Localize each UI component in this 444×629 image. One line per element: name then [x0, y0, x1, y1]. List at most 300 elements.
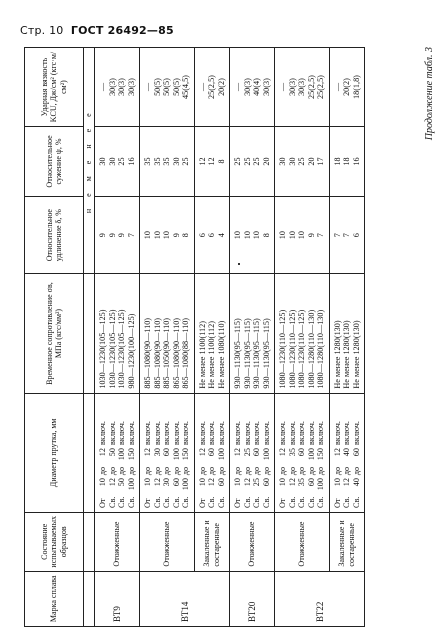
diameter-part: 12	[242, 478, 252, 487]
diameter-part: включ.	[117, 421, 126, 446]
diameter-part: до	[117, 466, 126, 476]
diameter-part: до	[143, 466, 152, 476]
diameter-cell	[230, 393, 275, 512]
diameter-range	[352, 394, 362, 512]
diameter-part: 12	[207, 478, 216, 487]
diameter-range	[233, 394, 243, 512]
elongation-value: 9	[171, 233, 181, 238]
diameter-part: Св.	[117, 496, 126, 509]
diameter-part: до	[278, 466, 287, 476]
reduction-value: 12	[197, 157, 207, 166]
impact-value: —	[332, 82, 342, 92]
elongation-value: 7	[342, 233, 351, 238]
tensile-cell	[329, 274, 365, 393]
properties-table	[24, 47, 365, 627]
diameter-part: до	[332, 466, 342, 476]
diameter-part: 12	[107, 478, 117, 487]
diameter-part: 40	[342, 448, 351, 457]
diameter-range	[316, 394, 326, 512]
diameter-range	[252, 394, 262, 512]
standard-code: ГОСТ 26492—85	[70, 24, 174, 37]
diameter-part: 12	[287, 478, 297, 487]
not-less-label: н е м е н е е	[84, 48, 95, 274]
diameter-part: включ.	[98, 421, 107, 446]
impact-value: 30(3)	[287, 78, 297, 96]
diameter-part: включ.	[316, 421, 325, 446]
tensile-cell	[230, 274, 275, 393]
diameter-range	[217, 394, 227, 512]
reduction-cell	[140, 127, 195, 197]
tensile-value: 980—1230(100—125)	[126, 313, 136, 389]
elongation-value: 6	[351, 233, 361, 238]
elongation-cell	[194, 196, 230, 274]
elongation-cell	[95, 196, 140, 274]
diameter-range	[288, 394, 298, 512]
diameter-part: Св.	[287, 496, 297, 509]
elongation-value: 10	[278, 231, 287, 240]
diameter-part: 25	[242, 448, 252, 457]
diameter-part: Св.	[162, 496, 171, 509]
reduction-cell	[194, 127, 230, 197]
elongation-value: 9	[306, 233, 316, 238]
diameter-part: 12	[152, 478, 162, 487]
diameter-part: включ.	[342, 421, 351, 446]
diameter-part: до	[171, 466, 181, 476]
reduction-value: 25	[181, 157, 190, 166]
tensile-value: Не менее 1080(110)	[216, 320, 226, 389]
reduction-value: 25	[233, 157, 242, 166]
impact-value: 30(3)	[261, 78, 271, 96]
diameter-range	[342, 394, 352, 512]
elongation-value: 7	[126, 233, 136, 238]
diameter-part: до	[297, 466, 306, 476]
diameter-part: 10	[197, 478, 207, 487]
diameter-part: 60	[297, 448, 306, 457]
diameter-range	[207, 394, 217, 512]
diameter-part: включ.	[297, 421, 306, 446]
diameter-part: включ.	[181, 421, 190, 446]
diameter-part: 10	[332, 478, 342, 487]
impact-cell	[140, 48, 195, 127]
diameter-part: От	[233, 498, 242, 509]
impact-cell	[95, 48, 140, 127]
diameter-part: Св.	[261, 496, 271, 509]
tensile-value: 885—1080(90—110)	[143, 317, 152, 389]
impact-cell	[275, 48, 330, 127]
diameter-part: включ.	[162, 421, 171, 446]
diameter-range	[153, 394, 163, 512]
elongation-cell	[230, 196, 275, 274]
reduction-value: 20	[261, 157, 271, 166]
diameter-part: 60	[261, 478, 271, 487]
grade-cell: ВТ14	[140, 571, 230, 626]
elongation-value: 8	[261, 233, 271, 238]
diameter-part: включ.	[351, 421, 361, 446]
impact-value: 30(3)	[242, 78, 252, 96]
diameter-part: 60	[351, 448, 361, 457]
table-row	[95, 48, 140, 627]
diameter-range	[262, 394, 272, 512]
diameter-range	[333, 394, 343, 512]
diameter-cell	[329, 393, 365, 512]
reduction-cell	[275, 127, 330, 197]
reduction-value: 25	[297, 157, 306, 166]
diameter-part: 25	[252, 478, 261, 487]
impact-cell	[329, 48, 365, 127]
reduction-value: 25	[117, 157, 126, 166]
diameter-range	[98, 394, 108, 512]
reduction-cell	[95, 127, 140, 197]
diameter-part: до	[351, 466, 361, 476]
diameter-part: до	[233, 466, 242, 476]
diameter-part: От	[332, 498, 342, 509]
diameter-part: до	[306, 466, 316, 476]
impact-value: 30(3)	[297, 78, 306, 96]
reduction-cell	[329, 127, 365, 197]
state-cell: Отожженные	[140, 513, 195, 572]
state-cell: Отожженные	[275, 513, 330, 572]
diameter-part: 30	[162, 478, 171, 487]
diameter-part: 35	[297, 478, 306, 487]
diameter-part: Св.	[316, 496, 325, 509]
diameter-part: до	[162, 466, 171, 476]
tensile-value: 930—1130(95—115)	[242, 318, 252, 389]
reduction-value: 17	[316, 157, 325, 166]
rotated-table-area	[24, 47, 444, 627]
diameter-part: до	[197, 466, 207, 476]
diameter-part: включ.	[126, 421, 136, 446]
diameter-part: 60	[207, 448, 216, 457]
tensile-value: 1080—1230(110—125)	[297, 309, 306, 389]
diameter-part: 12	[98, 448, 107, 457]
diameter-range	[108, 394, 118, 512]
grade-cell: ВТ22	[275, 571, 365, 626]
diameter-part: Св.	[207, 496, 216, 509]
diameter-part: до	[316, 466, 325, 476]
elongation-value: 9	[117, 233, 126, 238]
col-grade: Марка сплава	[25, 571, 84, 626]
diameter-part: до	[152, 466, 162, 476]
diameter-part: включ.	[152, 421, 162, 446]
diameter-part: 150	[126, 448, 136, 461]
diameter-part: 12	[278, 448, 287, 457]
diameter-part: до	[207, 466, 216, 476]
diameter-part: включ.	[278, 421, 287, 446]
tensile-value: 930—1130(95—115)	[233, 318, 242, 389]
diameter-part: 150	[181, 448, 190, 461]
tensile-value: 1080—1230(110—125)	[287, 309, 297, 389]
diameter-part: 10	[278, 478, 287, 487]
diameter-part: 50	[107, 448, 117, 457]
col-state: Состояние испытываемых образцов	[25, 513, 84, 572]
reduction-value: 18	[332, 157, 342, 166]
diameter-part: 30	[152, 448, 162, 457]
reduction-value: 25	[242, 157, 252, 166]
impact-value: 50(5)	[162, 78, 171, 96]
diameter-part: включ.	[242, 421, 252, 446]
tensile-value: 1080—1280(110—130)	[316, 309, 325, 389]
diameter-part: до	[98, 466, 107, 476]
continuation-label: Продолжение табл. 3	[424, 47, 435, 141]
state-cell: Отожженные	[95, 513, 140, 572]
elongation-cell	[329, 196, 365, 274]
reduction-value: 8	[216, 159, 226, 164]
diameter-part: включ.	[207, 421, 216, 446]
elongation-value: 10	[152, 231, 162, 240]
impact-value: 30(3)	[117, 78, 126, 96]
diameter-range	[278, 394, 288, 512]
diameter-part: 12	[332, 448, 342, 457]
diameter-part: включ.	[171, 421, 181, 446]
reduction-value: 35	[152, 157, 162, 166]
col-elongation: Относительное удлинение δ, %	[25, 196, 84, 274]
tensile-value: Не менее 1280(130)	[342, 320, 351, 389]
diameter-part: Св.	[152, 496, 162, 509]
diameter-range	[307, 394, 317, 512]
tensile-value: Не менее 1100(112)	[197, 321, 207, 389]
tensile-value: 865—1080(88—110)	[181, 317, 190, 389]
diameter-part: 10	[233, 478, 242, 487]
diameter-part: включ.	[252, 421, 261, 446]
tensile-cell	[275, 274, 330, 393]
elongation-value: 6	[207, 233, 216, 238]
elongation-value: 10	[252, 231, 261, 240]
elongation-value: 10	[242, 231, 252, 240]
diameter-part: От	[197, 498, 207, 509]
state-cell: Закаленные и состаренные	[194, 513, 230, 572]
impact-value: 25(2,5)	[316, 75, 325, 99]
impact-value: —	[98, 82, 107, 92]
diameter-part: до	[107, 466, 117, 476]
diameter-part: 100	[316, 478, 325, 491]
impact-value: 50(5)	[152, 78, 162, 96]
elongation-cell	[275, 196, 330, 274]
diameter-range	[127, 394, 137, 512]
diameter-part: 12	[197, 448, 207, 457]
diameter-part: включ.	[306, 421, 316, 446]
diameter-part: до	[216, 466, 226, 476]
elongation-value: 10	[297, 231, 306, 240]
diameter-range	[243, 394, 253, 512]
diameter-range	[181, 394, 191, 512]
diameter-part: 100	[306, 448, 316, 461]
elongation-value: 10	[287, 231, 297, 240]
diameter-part: Св.	[342, 496, 351, 509]
diameter-cell	[95, 393, 140, 512]
diameter-part: 12	[342, 478, 351, 487]
reduction-value: 35	[162, 157, 171, 166]
col-tensile: Временное сопротивление σв, МПа (кгс/мм²)	[25, 274, 84, 393]
diameter-cell	[194, 393, 230, 512]
diameter-part: включ.	[233, 421, 242, 446]
diameter-part: 100	[216, 448, 226, 461]
reduction-value: 30	[278, 157, 287, 166]
impact-value: 45(4,5)	[181, 75, 190, 99]
diameter-cell	[275, 393, 330, 512]
diameter-part: Св.	[107, 496, 117, 509]
diameter-part: Св.	[181, 496, 190, 509]
reduction-value: 25	[252, 157, 261, 166]
diameter-part: 10	[98, 478, 107, 487]
page-number: Стр. 10	[20, 24, 64, 37]
diameter-part: 60	[216, 478, 226, 487]
elongation-value: 10	[162, 231, 171, 240]
diameter-part: до	[126, 466, 136, 476]
table-body	[95, 48, 365, 627]
tensile-cell	[95, 274, 140, 393]
elongation-value: 6	[197, 233, 207, 238]
diameter-part: 100	[181, 478, 190, 491]
diameter-part: 100	[126, 478, 136, 491]
reduction-value: 35	[143, 157, 152, 166]
impact-value: 30(3)	[107, 78, 117, 96]
diameter-part: до	[287, 466, 297, 476]
tensile-value: 885—1050(90—110)	[162, 317, 171, 389]
diameter-part: Св.	[297, 496, 306, 509]
impact-cell	[230, 48, 275, 127]
impact-value: —	[233, 82, 242, 92]
elongation-value: 8	[181, 233, 190, 238]
tensile-value: 1080—1230(110—125)	[278, 309, 287, 389]
table-row	[275, 48, 330, 627]
impact-value: 40(4)	[252, 78, 261, 96]
impact-value: 18(1,8)	[351, 75, 361, 99]
reduction-value: 16	[351, 157, 361, 166]
tensile-value: 1030—1230(105—125)	[117, 309, 126, 389]
diameter-part: включ.	[287, 421, 297, 446]
diameter-part: включ.	[261, 421, 271, 446]
diameter-part: Св.	[242, 496, 252, 509]
elongation-value: 10	[233, 231, 242, 240]
diameter-part: до	[242, 466, 252, 476]
diameter-part: Св.	[252, 496, 261, 509]
diameter-part: 10	[143, 478, 152, 487]
impact-value: 25(2,5)	[207, 75, 216, 99]
elongation-value: 9	[107, 233, 117, 238]
tensile-value: Не менее 1100(112)	[207, 321, 216, 389]
diameter-part: Св.	[351, 496, 361, 509]
diameter-part: 150	[316, 448, 325, 461]
page-header-text	[20, 24, 174, 37]
table-row	[140, 48, 195, 627]
grade-cell: ВТ9	[95, 571, 140, 626]
diameter-range	[117, 394, 127, 512]
diameter-part: 60	[252, 448, 261, 457]
reduction-value: 18	[342, 157, 351, 166]
diameter-part: Св.	[216, 496, 226, 509]
tensile-value: 1030—1230(105—125)	[107, 309, 117, 389]
diameter-part: включ.	[332, 421, 342, 446]
reduction-value: 30	[287, 157, 297, 166]
diameter-part: 12	[143, 448, 152, 457]
elongation-cell	[140, 196, 195, 274]
diameter-range	[297, 394, 307, 512]
diameter-part: 40	[351, 478, 361, 487]
grade-cell: ВТ20	[230, 571, 275, 626]
diameter-part: Св.	[126, 496, 136, 509]
impact-value: —	[197, 82, 207, 92]
impact-value: 25(2,5)	[306, 75, 316, 99]
impact-cell	[194, 48, 230, 127]
impact-value: —	[278, 82, 287, 92]
diameter-part: Св.	[171, 496, 181, 509]
reduction-value: 20	[306, 157, 316, 166]
elongation-value: 7	[316, 233, 325, 238]
diameter-part: От	[98, 498, 107, 509]
col-reduction: Относительное сужение ψ, %	[25, 127, 84, 197]
not-less-row	[84, 48, 95, 627]
tensile-value: 1080—1280(110—130)	[306, 309, 316, 389]
reduction-value: 30	[107, 157, 117, 166]
diameter-part: От	[143, 498, 152, 509]
diameter-range	[143, 394, 153, 512]
tensile-value: Не менее 1280(130)	[332, 320, 342, 389]
col-diameter: Диаметр прутка, мм	[25, 393, 84, 512]
diameter-part: Св.	[306, 496, 316, 509]
col-impact: Ударная вязкость KCU, Дж/см² (кгс·м/см²)	[25, 48, 84, 127]
diameter-part: включ.	[143, 421, 152, 446]
table-row	[230, 48, 275, 627]
reduction-cell	[230, 127, 275, 197]
elongation-value: 7	[332, 233, 342, 238]
diameter-part: включ.	[107, 421, 117, 446]
diameter-part: включ.	[197, 421, 207, 446]
diameter-part: 60	[162, 448, 171, 457]
elongation-value: 9	[98, 233, 107, 238]
diameter-cell	[140, 393, 195, 512]
diameter-range	[198, 394, 208, 512]
diameter-part: 12	[233, 448, 242, 457]
tensile-value: 885—1080(90—110)	[152, 317, 162, 389]
diameter-part: до	[181, 466, 190, 476]
tensile-value: 930—1130(95—115)	[252, 318, 261, 389]
state-cell: Закаленные и состаренные	[329, 513, 365, 572]
diameter-part: 35	[287, 448, 297, 457]
impact-value: 30(3)	[126, 78, 136, 96]
table-header-row	[25, 48, 84, 627]
diameter-part: до	[342, 466, 351, 476]
tensile-value: 865—1080(90—110)	[171, 317, 181, 389]
diameter-part: 60	[171, 478, 181, 487]
diameter-part: 100	[261, 448, 271, 461]
impact-value: 20(2)	[342, 78, 351, 96]
diameter-range	[162, 394, 172, 512]
reduction-value: 30	[98, 157, 107, 166]
reduction-value: 30	[171, 157, 181, 166]
impact-value: 50(5)	[171, 78, 181, 96]
diameter-part: до	[252, 466, 261, 476]
diameter-part: От	[278, 498, 287, 509]
diameter-part: 60	[306, 478, 316, 487]
diameter-part: 100	[117, 448, 126, 461]
reduction-value: 12	[207, 157, 216, 166]
tensile-value: 1030—1230(105—125)	[98, 309, 107, 389]
diameter-part: включ.	[216, 421, 226, 446]
reduction-value: 16	[126, 157, 136, 166]
elongation-value: 4	[216, 233, 226, 238]
table-row	[329, 48, 365, 627]
tensile-value: 930—1130(95—115)	[261, 318, 271, 389]
diameter-part: 100	[171, 448, 181, 461]
tensile-cell	[194, 274, 230, 393]
elongation-value: 10	[143, 231, 152, 240]
diameter-part: до	[261, 466, 271, 476]
table-row	[194, 48, 230, 627]
state-cell: Отожженные	[230, 513, 275, 572]
diameter-part: 50	[117, 478, 126, 487]
diameter-range	[172, 394, 182, 512]
impact-value: 20(2)	[216, 78, 226, 96]
